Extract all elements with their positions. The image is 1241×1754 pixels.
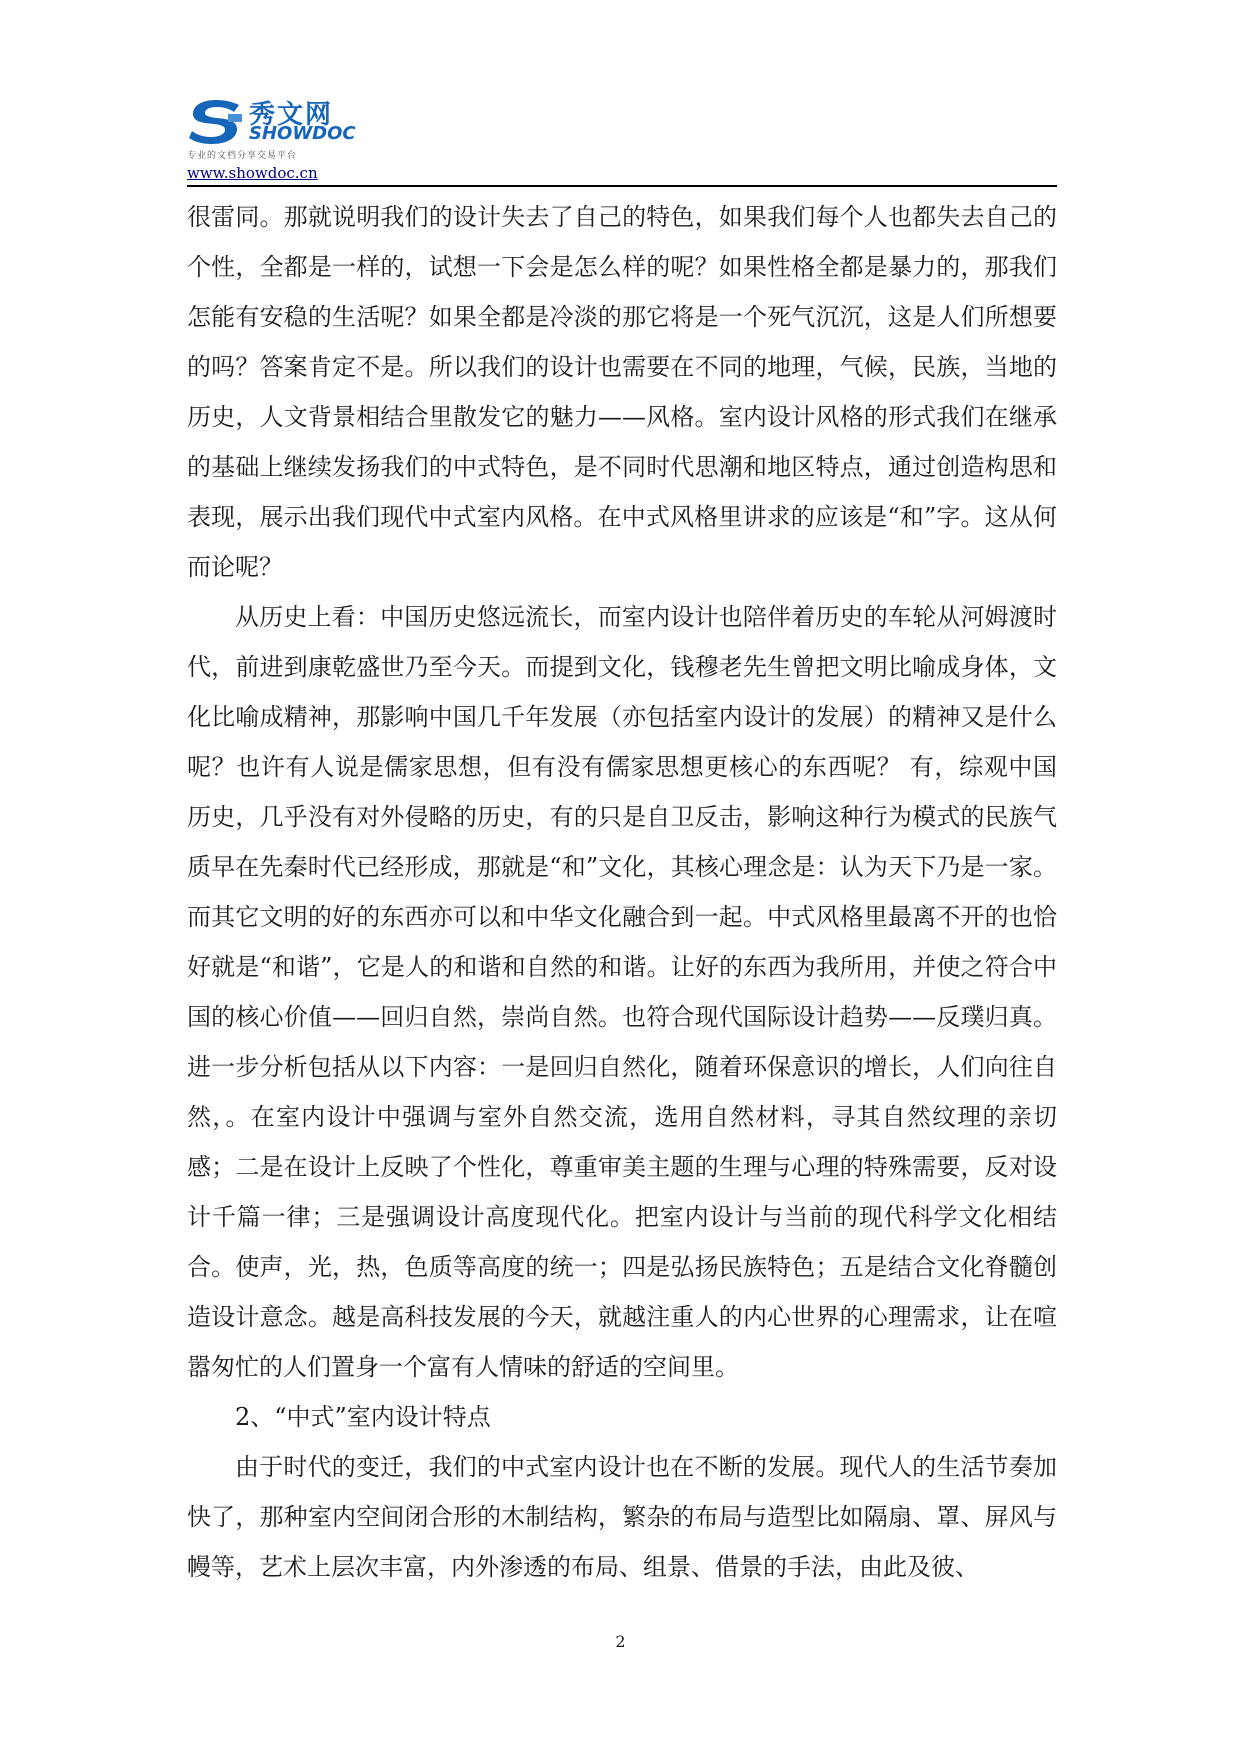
header-divider (187, 185, 1057, 187)
logo-chinese-text: 秀文网 (249, 100, 334, 130)
body-paragraph: 很雷同。那就说明我们的设计失去了自己的特色，如果我们每个人也都失去自己的个性，全都是一样的，试想一下会是怎么样的呢？如果性格全都是暴力的，那我们怎能有安稳的生活呢？如果全都是冷淡的那它将是一个死气沉沉，这是人们所想要的吗？答案肯定不是。所以我们的设计也需要在不同的地理，气候，民族，当地的历史，人文背景相结合里散发它的魅力——风格。室内设计风格的形式我们在继承的基础上继续发扬我们的中式特色，是不同时代思潮和地区特点，通过创造构思和表现，展示出我们现代中式室内风格。在中式风格里讲求的应该是“和”字。这从何而论呢？ (187, 203, 1057, 581)
body-paragraph: 由于时代的变迁，我们的中式室内设计也在不断的发展。现代人的生活节奏加快了，那种室内空间闭合形的木制结构，繁杂的布局与造型比如隔扇、罩、屏风与幔等，艺术上层次丰富，内外渗透的布局、组景、借景的手法，由此及彼、 (187, 1453, 1057, 1581)
document-body (187, 192, 1057, 1592)
page-number: 2 (615, 1632, 626, 1651)
showdoc-logo (187, 92, 367, 164)
section-heading: 2、“中式”室内设计特点 (235, 1403, 491, 1431)
body-paragraph: 从历史上看：中国历史悠远流长，而室内设计也陪伴着历史的车轮从河姆渡时代，前进到康乾盛世乃至今天。而提到文化，钱穆老先生曾把文明比喻成身体，文化比喻成精神，那影响中国几千年发展（亦包括室内设计的发展）的精神又是什么呢？也许有人说是儒家思想，但有没有儒家思想更核心的东西呢？ 有，综观中国历史，几乎没有对外侵略的历史，有的只是自卫反击，影响这种行为模式的民族气质早在先秦时代已经形成，那就是“和”文化，其核心理念是：认为天下乃是一家。而其它文明的好的东西亦可以和中华文化融合到一起。中式风格里最离不开的也恰好就是“和谐”，它是人的和谐和自然的和谐。让好的东西为我所用，并使之符合中国的核心价值——回归自然，崇尚自然。也符合现代国际设计趋势——反璞归真。进一步分析包括从以下内容：一是回归自然化，随着环保意识的增长，人们向往自然，。在室内设计中强调与室外自然交流，选用自然材料，寻其自然纹理的亲切感；二是在设计上反映了个性化，尊重审美主题的生理与心理的特殊需要，反对设计千篇一律；三是强调设计高度现代化。把室内设计与当前的现代科学文化相结合。使声，光，热，色质等高度的统一；四是弘扬民族特色；五是结合文化脊髓创造设计意念。越是高科技发展的今天，就越注重人的内心世界的心理需求，让在喧嚣匆忙的人们置身一个富有人情味的舒适的空间里。 (187, 603, 1057, 1381)
logo-tagline: 专业的文档分享交易平台 (187, 151, 298, 161)
site-link[interactable]: www.showdoc.cn (187, 164, 318, 182)
showdoc-logo-icon (187, 96, 245, 146)
logo-english-text: SHOWDOC (249, 123, 356, 144)
document-header (187, 92, 1057, 184)
